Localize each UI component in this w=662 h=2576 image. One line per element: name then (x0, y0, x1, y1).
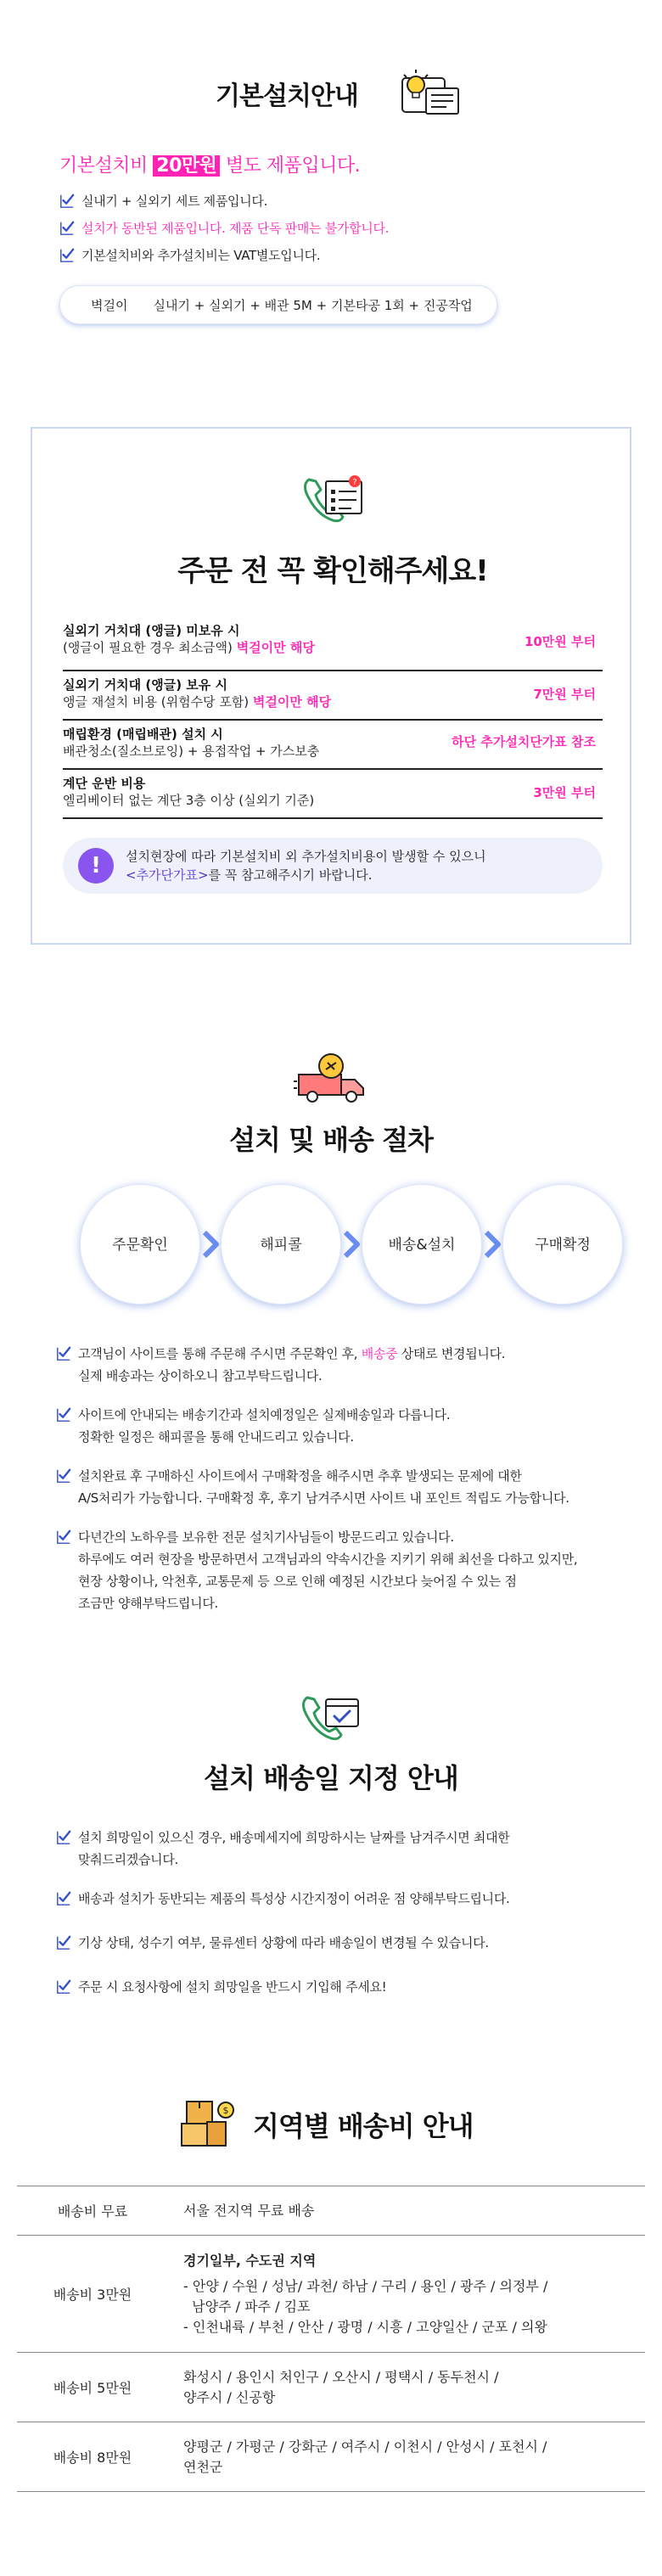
basic-bullet (59, 192, 267, 210)
fee-value (168, 2236, 645, 2353)
svg-text:$: $ (222, 2105, 229, 2116)
step-happy-call: 해피콜 (221, 1184, 341, 1305)
process-paragraph-line: 설치완료 후 구매하신 사이트에서 구매확정을 해주시면 추후 발생되는 문제에 대한 (78, 1468, 522, 1484)
process-paragraph (56, 1465, 569, 1509)
basic-install-title: 기본설치안내 (216, 81, 358, 111)
fee-key: 배송비 무료 (17, 2186, 168, 2236)
info-line1: 설치현장에 따라 기본설치비 외 추가설치비용이 발생할 수 있으니 (126, 849, 486, 864)
exclamation-icon: ! (78, 848, 114, 884)
info-line2-text: 를 꼭 참고해주시기 바랍니다. (208, 867, 373, 883)
fee-key: 배송비 3만원 (17, 2236, 168, 2353)
fee-value-line: 양평군 / 가평군 / 강화군 / 여주시 / 이천시 / 안성시 / 포천시 / (183, 2438, 547, 2455)
fee-value (168, 2353, 645, 2422)
basic-install-price (59, 151, 360, 177)
shipping-fee-title: 지역별 배송비 안내 (253, 2110, 474, 2142)
chevron-right-icon (341, 1229, 362, 1260)
notice-row-price: 10만원 부터 (524, 634, 596, 649)
schedule-title: 설치 배송일 지정 안내 (204, 1762, 458, 1794)
check-icon (56, 1830, 71, 1845)
fee-value-line: 양주시 / 신공항 (183, 2388, 276, 2405)
pill-text: 실내기 + 실외기 + 배관 5M + 기본타공 1회 + 진공작업 (153, 298, 473, 313)
schedule-item (56, 1976, 386, 1998)
order-notice-title: 주문 전 꼭 확인해주세요! (177, 554, 488, 588)
process-paragraph-line: 실제 배송과는 상이하오니 참고부탁드립니다. (78, 1368, 323, 1383)
process-paragraph-line: 하루에도 여러 현장을 방문하면서 고객님과의 약속시간을 지키기 위해 최선을 다하고 있지만, (78, 1552, 578, 1567)
notice-row (63, 726, 603, 770)
check-icon (56, 1529, 71, 1545)
fee-value-heading: 경기일부, 수도권 지역 (183, 2252, 317, 2269)
check-icon (56, 1979, 71, 1995)
fee-value-line: 화성시 / 용인시 처인구 / 오산시 / 평택시 / 동두천시 / (183, 2368, 499, 2385)
notice-row-price: 하단 추가설치단가표 참조 (452, 734, 596, 749)
notice-row (63, 676, 603, 721)
chevron-right-icon (482, 1229, 502, 1260)
process-paragraph-line: 다년간의 노하우를 보유한 전문 설치기사님들이 방문드리고 있습니다. (78, 1529, 454, 1545)
price-highlight: 20만원 (153, 155, 220, 177)
notice-row-detail-text: (앵글이 필요한 경우 최소금액) (63, 640, 237, 655)
boxes-coins-icon (180, 2096, 236, 2151)
fee-key: 배송비 8만원 (17, 2422, 168, 2492)
process-paragraph (56, 1404, 450, 1448)
fee-value (168, 2422, 645, 2492)
notice-row (63, 775, 603, 819)
process-title: 설치 및 배송 절차 (229, 1124, 433, 1156)
basic-bullet (59, 246, 320, 265)
step-purchase-confirm: 구매확정 (502, 1184, 623, 1305)
notice-row-price: 3만원 부터 (533, 785, 596, 800)
table-row (17, 2353, 645, 2422)
schedule-item (56, 1888, 510, 1910)
notice-row-detail (63, 639, 603, 656)
paragraph-em: 배송중 (361, 1346, 398, 1361)
svg-text:?: ? (352, 478, 357, 487)
price-post: 별도 제품입니다. (220, 155, 361, 177)
order-notice-box (31, 427, 631, 945)
fee-value-line: - 인천내륙 / 부천 / 안산 / 광명 / 시흥 / 고양일산 / 군포 / 의왕 (183, 2318, 547, 2335)
schedule-item-line: 기상 상태, 성수기 여부, 물류센터 상황에 따라 배송일이 변경될 수 있습니다. (78, 1935, 489, 1950)
notice-row-detail: 엘리베이터 없는 계단 3층 이상 (실외기 기준) (63, 793, 315, 808)
notice-row-detail: 배관청소(질소브로잉) + 용접작업 + 가스보충 (63, 744, 320, 759)
check-icon (59, 194, 75, 209)
phone-checklist-icon (300, 473, 365, 524)
process-paragraph (56, 1343, 505, 1387)
notice-row-heading: 계단 운반 비용 (63, 776, 146, 791)
fee-value-line: 연천군 (183, 2458, 223, 2475)
schedule-item-line: 설치 희망일이 있으신 경우, 배송메세지에 희망하시는 날짜를 남겨주시면 최대한 (78, 1830, 510, 1845)
chevron-right-icon (200, 1229, 221, 1260)
process-paragraph-line: 조금만 양해부탁드립니다. (78, 1596, 219, 1611)
notice-row-detail-em: 벽걸이만 해당 (252, 694, 332, 710)
step-delivery-install: 배송&설치 (362, 1184, 482, 1305)
process-paragraph-line: 정확한 일정은 해피콜을 통해 안내드리고 있습니다. (78, 1429, 354, 1445)
check-icon (56, 1468, 71, 1484)
table-row (17, 2422, 645, 2492)
check-icon (56, 1935, 71, 1950)
table-row (17, 2236, 645, 2353)
check-icon (56, 1346, 71, 1361)
basic-bullet-text: 기본설치비와 추가설치비는 VAT별도입니다. (81, 248, 321, 263)
notice-row (63, 622, 603, 671)
fee-value-line: 남양주 / 파주 / 김포 (183, 2298, 311, 2315)
basic-bullet-text: 실내기 + 실외기 세트 제품입니다. (81, 194, 268, 209)
process-paragraph (56, 1526, 577, 1614)
process-paragraph-line: A/S처리가 가능합니다. 구매확정 후, 후기 남겨주시면 사이트 내 포인트 적립도 가능합니다. (78, 1490, 569, 1506)
delivery-truck-icon (294, 1051, 370, 1103)
shipping-fee-table (17, 2186, 645, 2492)
step-order-confirm: 주문확인 (80, 1184, 200, 1305)
paragraph-text: 상태로 변경됩니다. (397, 1346, 506, 1361)
basic-bullet (59, 219, 389, 238)
fee-value-line: - 안양 / 수원 / 성남/ 과천/ 하남 / 구리 / 용인 / 광주 / 의정부 / (183, 2277, 548, 2294)
check-icon (56, 1891, 71, 1906)
basic-package-pill (59, 285, 497, 324)
lightbulb-document-icon (397, 66, 463, 117)
pill-label: 벽걸이 (91, 298, 128, 313)
notice-row-price: 7만원 부터 (533, 687, 596, 702)
info-line2 (126, 866, 603, 884)
schedule-item-line: 맞춰드리겠습니다. (78, 1852, 178, 1867)
notice-row-heading: 실외기 거치대 (앵글) 미보유 시 (63, 623, 240, 638)
schedule-item-line: 배송과 설치가 동반되는 제품의 특성상 시간지정이 어려운 점 양해부탁드립니다. (78, 1891, 510, 1906)
schedule-item-line: 주문 시 요청사항에 설치 희망일을 반드시 기입해 주세요! (78, 1979, 387, 1995)
check-icon (56, 1407, 71, 1423)
additional-cost-info (63, 838, 603, 894)
process-paragraph-line: 사이트에 안내되는 배송기간과 설치예정일은 실제배송일과 다릅니다. (78, 1407, 451, 1423)
process-paragraph-line: 현장 상황이나, 악천후, 교통문제 등 으로 인해 예정된 시간보다 늦어질 수 있는 점 (78, 1574, 517, 1589)
fee-value: 서울 전지역 무료 배송 (168, 2186, 645, 2236)
price-pre: 기본설치비 (59, 155, 154, 177)
schedule-item (56, 1932, 489, 1954)
phone-calendar-icon (300, 1692, 362, 1742)
notice-row-detail-text: 앵글 재설치 비용 (위험수당 포함) (63, 694, 253, 710)
notice-row-detail-em: 벽걸이만 해당 (236, 640, 315, 655)
basic-bullet-text: 설치가 동반된 제품입니다. 제품 단독 판매는 불가합니다. (81, 221, 390, 236)
check-icon (59, 221, 75, 236)
process-paragraph-line (78, 1343, 505, 1365)
paragraph-text: 고객님이 사이트를 통해 주문해 주시면 주문확인 후, (78, 1346, 362, 1361)
notice-row-detail (63, 693, 603, 710)
price-table-link[interactable]: <추가단가표> (126, 867, 209, 883)
schedule-item (56, 1827, 510, 1871)
check-icon (59, 248, 75, 263)
table-row (17, 2186, 645, 2236)
fee-key: 배송비 5만원 (17, 2353, 168, 2422)
notice-row-heading: 실외기 거치대 (앵글) 보유 시 (63, 677, 227, 693)
notice-row-heading: 매립환경 (매립배관) 설치 시 (63, 727, 223, 742)
